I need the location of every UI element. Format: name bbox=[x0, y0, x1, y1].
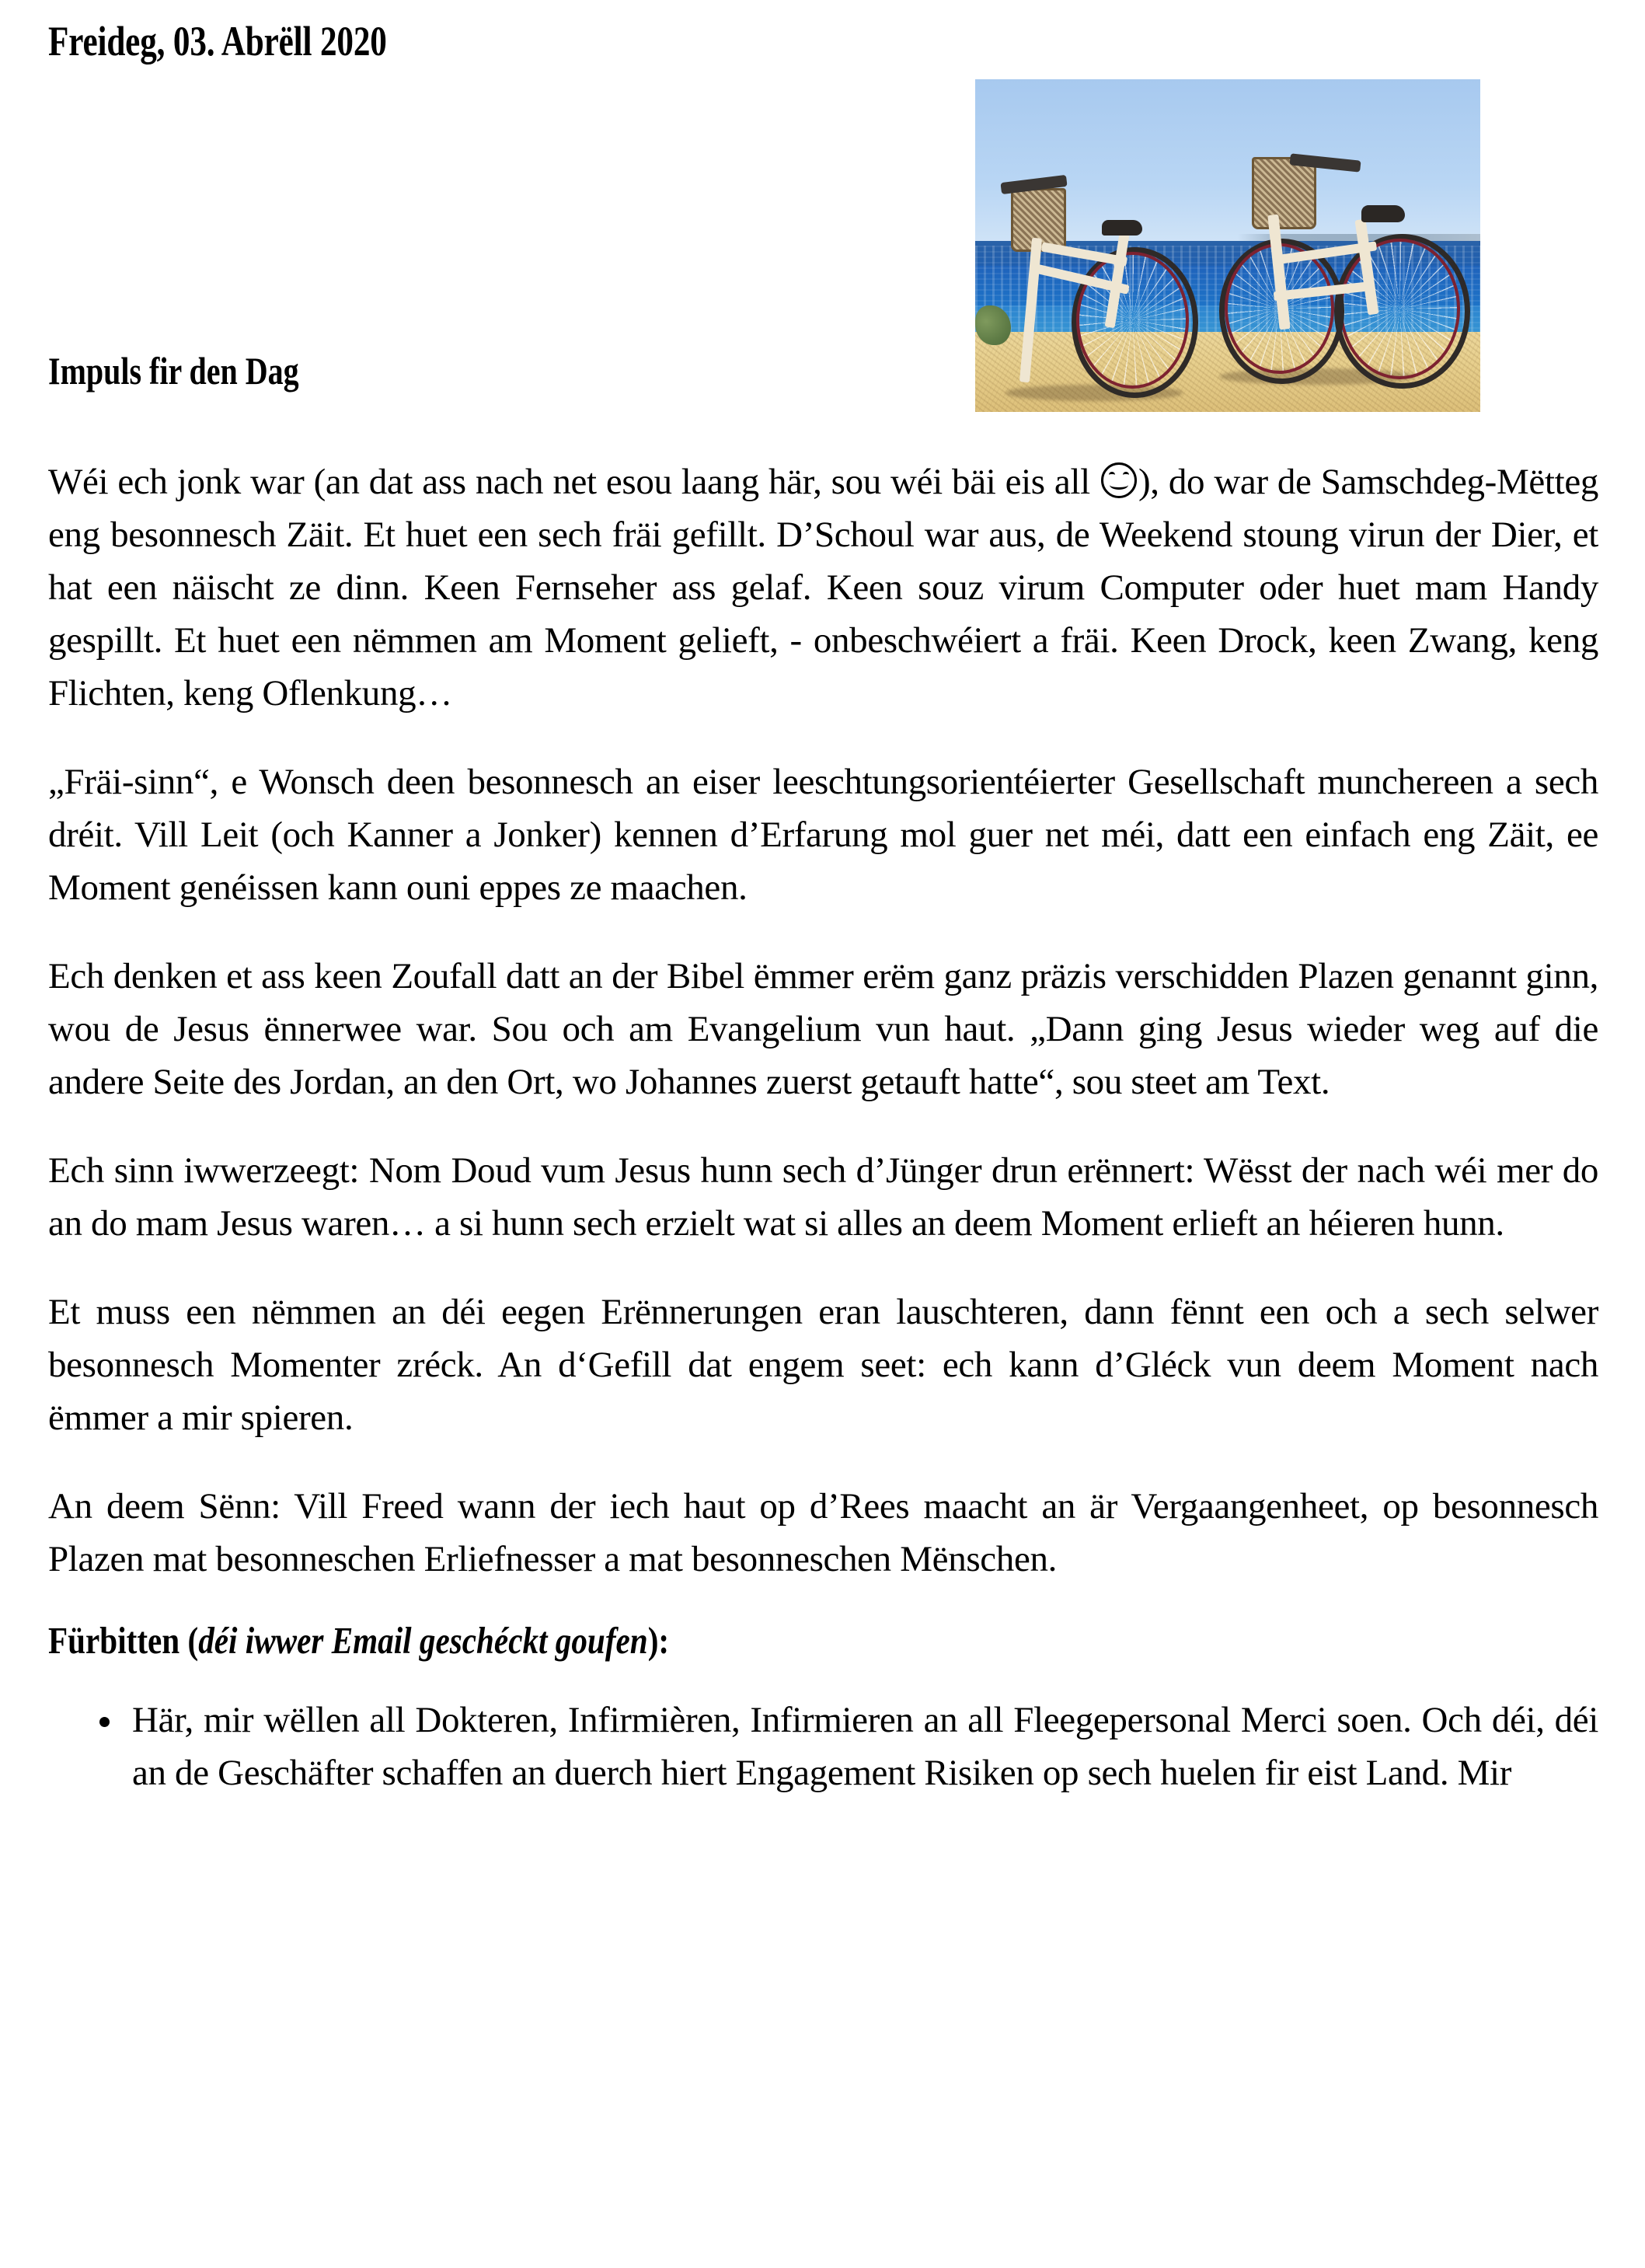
bullet-icon bbox=[99, 1717, 110, 1727]
prayers-heading bbox=[48, 1619, 1351, 1662]
prayers-list-gap bbox=[48, 1659, 1598, 1694]
prayers-heading-note: déi iwwer Email geschéckt goufen bbox=[198, 1619, 648, 1662]
paragraph-gap bbox=[48, 720, 1598, 755]
paragraph-gap bbox=[48, 1108, 1598, 1144]
paragraph-gap bbox=[48, 1444, 1598, 1480]
list-item bbox=[48, 1694, 1598, 1799]
heading-spacer bbox=[48, 62, 1598, 351]
paragraph-gap bbox=[48, 914, 1598, 950]
impuls-paragraph-1 bbox=[48, 455, 1598, 720]
page-title: Freideg, 03. Abrëll 2020 bbox=[48, 18, 387, 65]
prayers-heading-suffix: ): bbox=[647, 1619, 670, 1662]
paragraph-gap bbox=[48, 1250, 1598, 1286]
section-heading: Impuls fir den Dag bbox=[48, 349, 299, 393]
impuls-paragraph-6: An deem Sënn: Vill Freed wann der iech haut op d’Rees maacht an är Vergaangenheet, op besonnesch Plazen mat besonneschen Erliefnesser a mat besonneschen Mënschen. bbox=[48, 1486, 1598, 1579]
prayers-heading-prefix: Fürbitten ( bbox=[48, 1619, 199, 1662]
prayer-item-text: Här, mir wëllen all Dokteren, Infirmièren, Infirmieren an all Fleegepersonal Merci soen. Och déi, déi an de Geschäfter schaffen an duerch hiert Engagement Risiken op sech huelen fir eist Land. Mir bbox=[132, 1700, 1598, 1793]
impuls-paragraph-3: Ech denken et ass keen Zoufall datt an der Bibel ëmmer erëm ganz präzis verschidden Plazen genannt ginn, wou de Jesus ënnerwee war. Sou och am Evangelium vun haut. „Dann ging Jesus wieder weg auf die andere Seite des Jordan, an den Ort, wo Johannes zuerst getauft hatte“, sou steet am Text. bbox=[48, 956, 1598, 1102]
document-content bbox=[48, 0, 1598, 1799]
impuls-paragraph-1-part-a: Wéi ech jonk war (an dat ass nach net esou laang här, sou wéi bäi eis all bbox=[48, 462, 1100, 502]
impuls-paragraph-2: „Fräi-sinn“, e Wonsch deen besonnesch an eiser leeschtungsorientéierter Gesellschaft munchereen a sech dréit. Vill Leit (och Kanner a Jonker) kennen d’Erfarung mol guer net méi, datt een einfach eng Zäit, ee Moment genéissen kann ouni eppes ze maachen. bbox=[48, 762, 1598, 908]
smiley-face-icon bbox=[1101, 462, 1137, 498]
impuls-paragraph-5: Et muss een nëmmen an déi eegen Erënnerungen eran lauschteren, dann fënnt een och a sech selwer besonnesch Momenter zréck. An d‘Gefill dat engem seet: ech kann d’Gléck vun deem Moment nach ëmmer a mir spieren. bbox=[48, 1292, 1598, 1438]
section-spacer bbox=[48, 390, 1598, 455]
prayers-gap bbox=[48, 1586, 1598, 1621]
prayers-list bbox=[48, 1694, 1598, 1799]
impuls-paragraph-1-part-b: ), do war de Samschdeg-Mëtteg eng besonnesch Zäit. Et huet een sech fräi gefillt. D’Schoul war aus, de Weekend stoung virun der Dier, et hat een näischt ze dinn. Keen Fernseher ass gelaf. Keen souz virum Computer oder huet mam Handy gespillt. Et huet een nëmmen am Moment gelieft, - onbeschwéiert a fräi. Keen Drock, keen Zwang, keng Flichten, keng Oflenkung… bbox=[48, 462, 1598, 714]
impuls-paragraph-4: Ech sinn iwwerzeegt: Nom Doud vum Jesus hunn sech d’Jünger drun erënnert: Wësst der nach wéi mer do an do mam Jesus waren… a si hunn sech erzielt wat si alles an deem Moment erlieft an héieren hunn. bbox=[48, 1150, 1598, 1244]
